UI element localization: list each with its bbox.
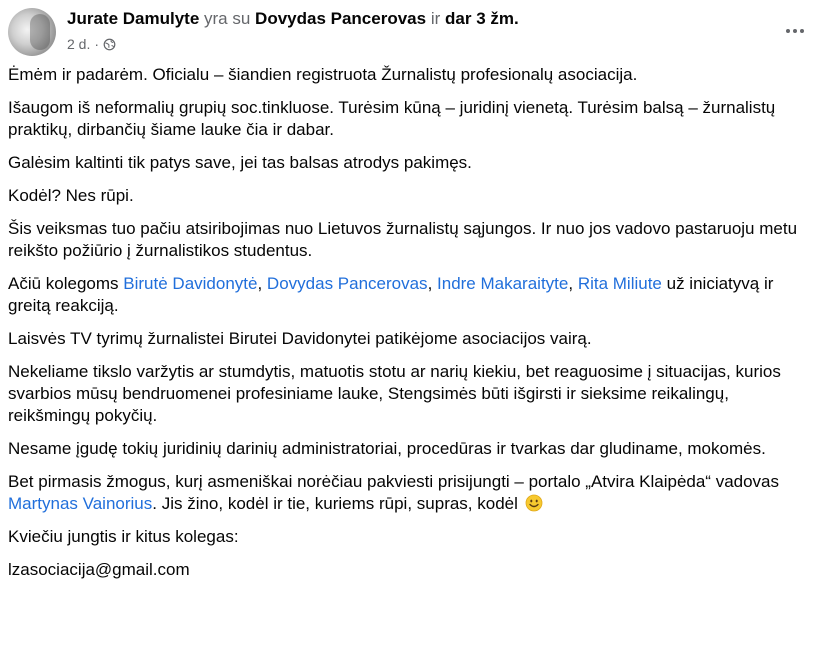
text-segment: , xyxy=(257,274,267,293)
author-name[interactable]: Jurate Damulyte xyxy=(67,9,200,28)
author-avatar[interactable] xyxy=(8,8,56,56)
post-paragraph-7: Laisvės TV tyrimų žurnalistei Birutei Davidonytei patikėjome asociacijos vairą. xyxy=(8,329,592,348)
text-segment: Bet pirmasis žmogus, kurį asmeniškai norėčiau pakviesti prisijungti – portalo „Atvira Klaipėda“ vadovas xyxy=(8,472,780,491)
post-header xyxy=(67,8,519,30)
avatar-shade xyxy=(30,14,50,50)
post-paragraph-11: Kviečiu jungtis ir kitus kolegas: xyxy=(8,527,239,546)
post-meta xyxy=(67,35,116,53)
more-horizontal-icon-dot xyxy=(793,29,797,33)
mention-link[interactable]: Rita Miliute xyxy=(577,274,662,293)
post-paragraph-9: Nesame įgudę tokių juridinių darinių administratoriai, procedūras ir tvarkas dar gludiname, mokomės. xyxy=(8,439,766,458)
mention-link[interactable]: Birutė Davidonytė xyxy=(123,274,258,293)
text-segment: , xyxy=(427,274,438,293)
tagged-person[interactable]: Dovydas Pancerovas xyxy=(255,9,427,28)
tagged-others-link[interactable]: dar 3 žm. xyxy=(445,9,519,28)
post-paragraph-8: Nekeliame tikslo varžytis ar stumdytis, matuotis stotu ar narių kiekiu, bet reaguosime į situacijas, kurios svarbios mūsų bendruomenei profesiniame lauke, Stengsimės būti išgirsti ir sieksime reikalingų, reikšmingų pokyčių. xyxy=(8,362,781,425)
post-paragraph-1: Ėmėm ir padarėm. Oficialu – šiandien registruota Žurnalistų profesionalų asociacija. xyxy=(8,65,638,84)
meta-separator: · xyxy=(94,36,100,52)
text-segment: . Jis žino, kodėl ir tie, kuriems rūpi, supras, kodėl xyxy=(152,494,523,513)
and-text: ir xyxy=(430,9,441,28)
post-paragraph-4: Kodėl? Nes rūpi. xyxy=(8,186,134,205)
mention-link[interactable]: Indre Makaraityte xyxy=(437,274,569,293)
mention-link[interactable]: Martynas Vainorius xyxy=(8,494,153,513)
mention-link[interactable]: Dovydas Pancerovas xyxy=(266,274,428,293)
smiling-face-emoji-icon xyxy=(525,494,543,512)
post-paragraph-6 xyxy=(8,273,808,317)
more-horizontal-icon-dot xyxy=(786,29,790,33)
globe-icon[interactable] xyxy=(103,38,116,51)
post-content xyxy=(8,64,808,592)
text-segment: , xyxy=(568,274,578,293)
with-text: yra su xyxy=(204,9,251,28)
post-paragraph-2: Išaugom iš neformalių grupių soc.tinkluose. Turėsim kūną – juridinį vienetą. Turėsim balsą – žurnalistų praktikų, dirbančių šiame lauke čia ir dabar. xyxy=(8,98,776,139)
more-options-button[interactable] xyxy=(778,14,812,48)
contact-email: lzasociacija@gmail.com xyxy=(8,560,190,579)
post-paragraph-3: Galėsim kaltinti tik patys save, jei tas balsas atrodys pakimęs. xyxy=(8,153,472,172)
text-segment: už iniciatyvą ir greitą reakciją. xyxy=(8,274,774,315)
post-paragraph-10 xyxy=(8,471,808,515)
post-timestamp[interactable]: 2 d. xyxy=(67,36,91,52)
text-segment: Ačiū kolegoms xyxy=(8,274,124,293)
post-paragraph-5: Šis veiksmas tuo pačiu atsiribojimas nuo Lietuvos žurnalistų sąjungos. Ir nuo jos vadovo pastaruoju metu reikšto požiūrio į žurnalistikos studentus. xyxy=(8,219,798,260)
more-horizontal-icon-dot xyxy=(800,29,804,33)
